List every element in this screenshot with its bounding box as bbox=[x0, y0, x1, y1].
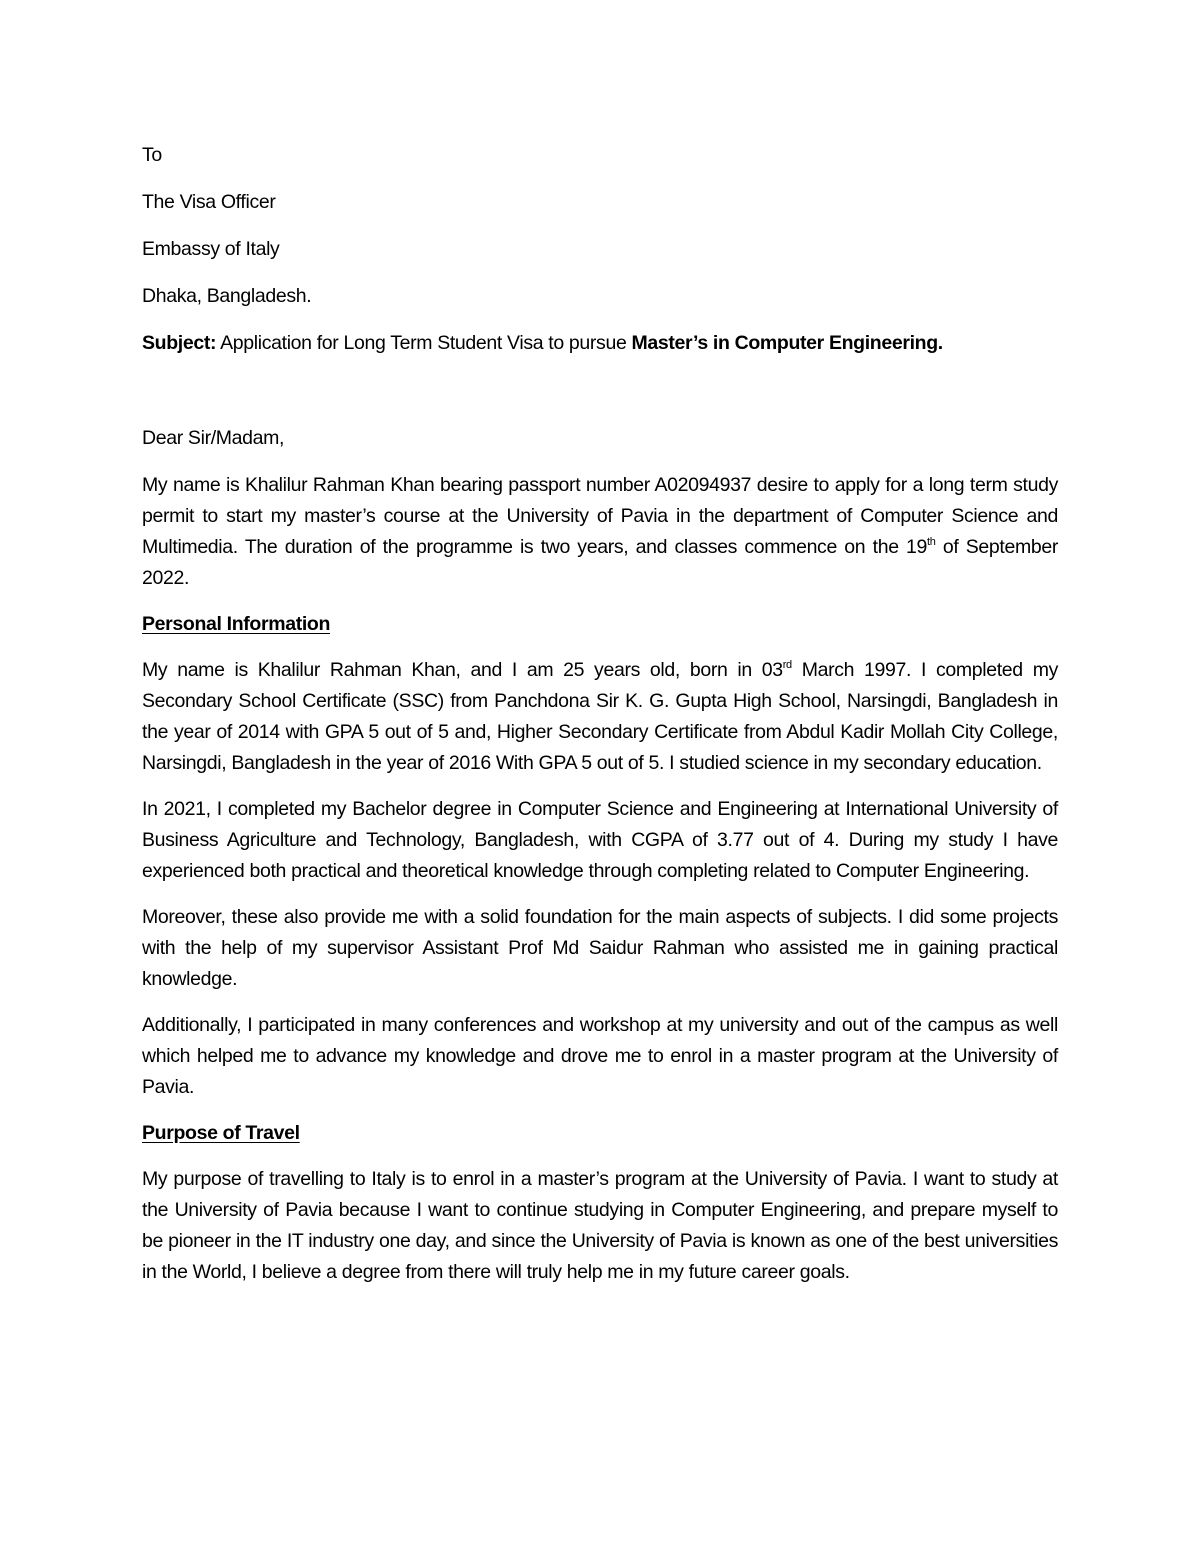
intro-text-1: My name is Khalilur Rahman Khan bearing passport number A02094937 desire to apply for a long term study permit to start my master’s course at the University of Pavia in the department of Computer Science and Multimedia. The duration of the programme is two years, and classes commence on the 19 bbox=[142, 474, 1058, 558]
personal-text-2: March 1997. I completed my Secondary School Certificate (SSC) from Panchdona Sir K. G. Gupta High School, Narsingdi, Bangladesh in the year of 2014 with GPA 5 out of 5 and, Higher Secondary Certificate from Abdul Kadir Mollah City College, Narsingdi, Bangladesh in the year of 2016 With GPA 5 out of 5. I studied science in my secondary education. bbox=[142, 659, 1058, 774]
personal-paragraph-1 bbox=[142, 655, 1058, 779]
spacer bbox=[142, 375, 1058, 423]
letter-page bbox=[142, 140, 1058, 1303]
address-to: To bbox=[142, 144, 162, 166]
personal-paragraph-4: Additionally, I participated in many conferences and workshop at my university and out of the campus as well which helped me to advance my knowledge and drove me to enrol in a master program at the University of Pavia. bbox=[142, 1014, 1058, 1098]
address-recipient: The Visa Officer bbox=[142, 191, 276, 213]
address-organization: Embassy of Italy bbox=[142, 238, 280, 260]
intro-text-2: of September 2022. bbox=[142, 536, 1058, 589]
subject-text: Application for Long Term Student Visa to pursue bbox=[216, 332, 632, 354]
subject-label: Subject: bbox=[142, 332, 217, 354]
address-block bbox=[142, 140, 1058, 312]
personal-superscript: rd bbox=[782, 658, 792, 671]
subject-line bbox=[142, 328, 1058, 359]
intro-superscript: th bbox=[927, 535, 936, 548]
personal-paragraph-2: In 2021, I completed my Bachelor degree in Computer Science and Engineering at International University of Business Agriculture and Technology, Bangladesh, with CGPA of 3.77 out of 4. During my study I have experienced both practical and theoretical knowledge through completing related to Computer Engineering. bbox=[142, 798, 1058, 882]
intro-paragraph bbox=[142, 470, 1058, 594]
salutation: Dear Sir/Madam, bbox=[142, 427, 285, 449]
personal-paragraph-3: Moreover, these also provide me with a solid foundation for the main aspects of subjects. I did some projects with the help of my supervisor Assistant Prof Md Saidur Rahman who assisted me in gaining practical knowledge. bbox=[142, 906, 1058, 990]
subject-program: Master’s in Computer Engineering. bbox=[631, 332, 943, 354]
section-heading-purpose-of-travel: Purpose of Travel bbox=[142, 1122, 300, 1144]
purpose-paragraph-1: My purpose of travelling to Italy is to enrol in a master’s program at the University of Pavia. I want to study at the University of Pavia because I want to continue studying in Computer Engineering, and prepare myself to be pioneer in the IT industry one day, and since the University of Pavia is known as one of the best universities in the World, I believe a degree from there will truly help me in my future career goals. bbox=[142, 1168, 1058, 1283]
address-location: Dhaka, Bangladesh. bbox=[142, 285, 312, 307]
section-heading-personal-information: Personal Information bbox=[142, 613, 331, 635]
personal-text-1: My name is Khalilur Rahman Khan, and I am 25 years old, born in 03 bbox=[142, 659, 783, 681]
